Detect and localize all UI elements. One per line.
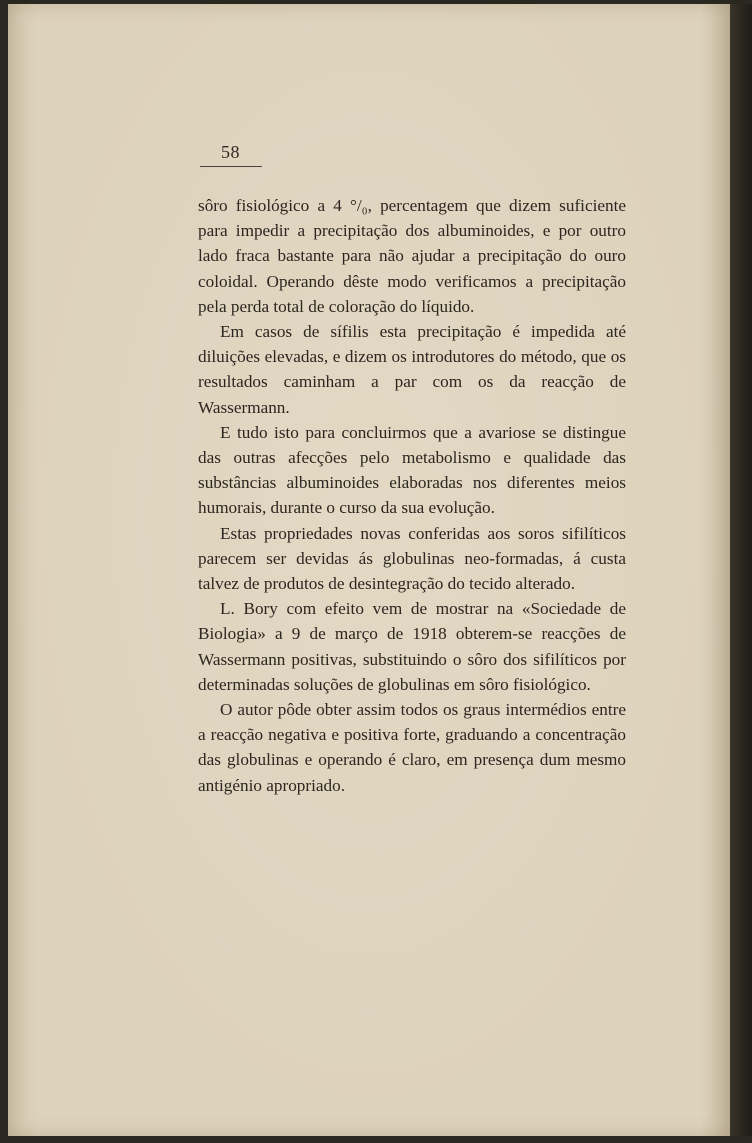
paragraph: Em casos de sífilis esta precipitação é impedida até diluições elevadas, e dizem os introdutores do método, que os resultados caminham a par com os da reacção de Wassermann. [198, 322, 626, 417]
body-text [198, 193, 626, 798]
paragraph: O autor pôde obter assim todos os graus intermédios entre a reacção negativa e positiva forte, graduando a concentração das globulinas e operando é claro, em presença dum mesmo antigénio apropriado. [198, 700, 626, 795]
paragraph: sôro fisiológico a 4 °/₀, percentagem que dizem suficiente para impedir a precipitação dos albuminoides, e por outro lado fraca bastante para não ajudar a precipitação do ouro coloidal. Operando dêste modo verificamos a precipitação pela perda total de coloração do líquido. [198, 196, 626, 316]
paragraph: E tudo isto para concluirmos que a avariose se distingue das outras afecções pelo metabolismo e qualidade das substâncias albuminoides elaboradas nos diferentes meios humorais, durante o curso da sua evolução. [198, 422, 626, 518]
page-number: 58 [221, 142, 240, 162]
page-edge-shadow [730, 4, 752, 1136]
paragraph: Estas propriedades novas conferidas aos soros sifilíticos parecem ser devidas ás globulinas neo-formadas, á custa talvez de produtos de desintegração do tecido alterado. [198, 523, 626, 594]
paragraph: L. Bory com efeito vem de mostrar na «Sociedade de Biologia» a 9 de março de 1918 obterem-se reacções de Wassermann positivas, substituindo o sôro dos sifilíticos por determinadas soluções de globulinas em sôro fisiológico. [198, 599, 626, 694]
page-number-rule [200, 166, 262, 167]
